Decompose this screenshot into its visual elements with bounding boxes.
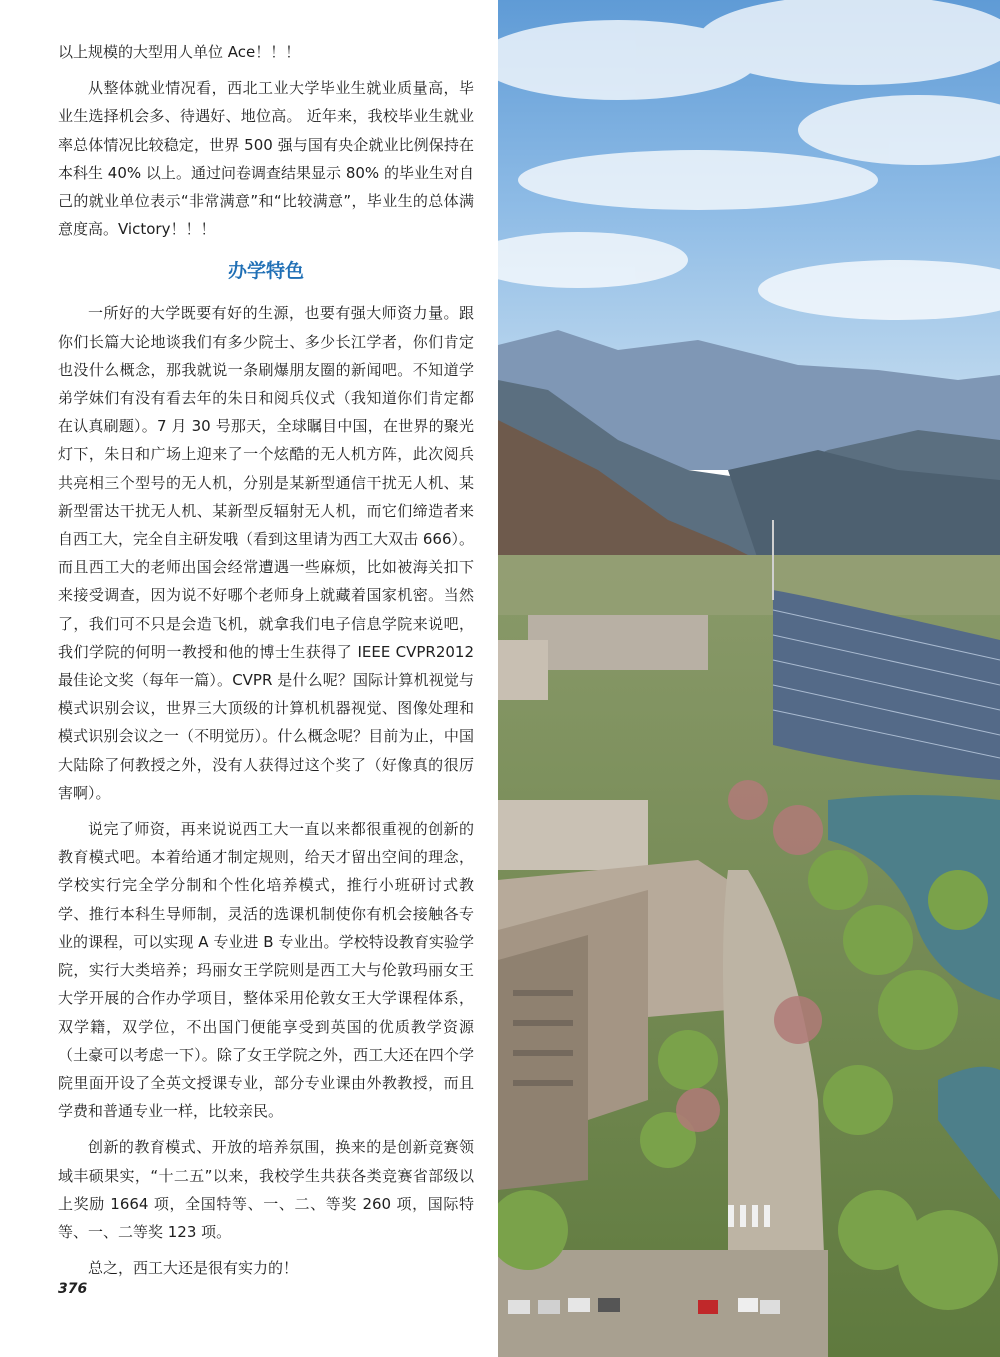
campus-aerial-photo [498,0,1000,1357]
paragraph-competitions: 创新的教育模式、开放的培养氛围，换来的是创新竞赛领域丰硕果实，“十二五”以来，我校学生共获各类竞赛省部级以上奖励 1664 项，全国特等、一、二、等奖 260 项，国际特等、一、二等奖 123 项。 [58,1138,474,1241]
paragraph-employment: 从整体就业情况看，西北工业大学毕业生就业质量高，毕业生选择机会多、待遇好、地位高。 近年来，我校毕业生就业率总体情况比较稳定，世界 500 强与国有央企就业比例保持在本科生 40% 以上。通过问卷调查结果显示 80% 的毕业生对自己的就业单位表示“非常满意”和“比较满意”，毕业生的总体满意度高。Victory！！！ [58,79,474,239]
paragraph-conclusion: 总之，西工大还是很有实力的！ [88,1259,299,1278]
paragraph-education-model: 说完了师资，再来说说西工大一直以来都很重视的创新的教育模式吧。本着给通才制定规则，给天才留出空间的理念，学校实行完全学分制和个性化培养模式，推行小班研讨式教学、推行本科生导师制，灵活的选课机制使你有机会接触各专业的课程，可以实现 A 专业进 B 专业出。学校特设教育实验学院，实行大类培养；玛丽女王学院则是西工大与伦敦玛丽女王大学开展的合作办学项目，整体采用伦敦女王大学课程体系，双学籍，双学位，不出国门便能享受到英国的优质教学资源（土豪可以考虑一下）。除了女王学院之外，西工大还在四个学院里面开设了全英文授课专业，部分专业课由外教教授，而且学费和普通专业一样，比较亲民。 [58,820,474,1121]
page-number: 376 [58,1281,88,1297]
paragraph-faculty: 一所好的大学既要有好的生源，也要有强大师资力量。跟你们长篇大论地谈我们有多少院士、多少长江学者，你们肯定也没什么概念，那我就说一条刷爆朋友圈的新闻吧。不知道学弟学妹们有没有看去年的朱日和阅兵仪式（我知道你们肯定都在认真刷题）。7 月 30 号那天，全球瞩目中国，在世界的聚光灯下，朱日和广场上迎来了一个炫酷的无人机方阵，此次阅兵共亮相三个型号的无人机，分别是某新型通信干扰无人机、某新型雷达干扰无人机、某新型反辐射无人机，而它们缔造者来自西工大，完全自主研发哦（看到这里请为西工大双击 666）。而且西工大的老师出国会经常遭遇一些麻烦，比如被海关扣下来接受调查，因为说不好哪个老师身上就藏着国家机密。当然了，我们可不只是会造飞机，就拿我们电子信息学院来说吧，我们学院的何明一教授和他的博士生获得了 IEEE CVPR2012 最佳论文奖（每年一篇）。CVPR 是什么呢？国际计算机视觉与模式识别会议，世界三大顶级的计算机机器视觉、图像处理和模式识别会议之一（不明觉历）。什么概念呢？目前为止，中国大陆除了何教授之外，没有人获得过这个奖了（好像真的很厉害啊）。 [58,304,474,802]
section-heading: 办学特色 [227,260,304,283]
paragraph-intro-continued: 以上规模的大型用人单位 Ace！！！ [58,43,301,61]
article-text-column [58,38,474,1290]
